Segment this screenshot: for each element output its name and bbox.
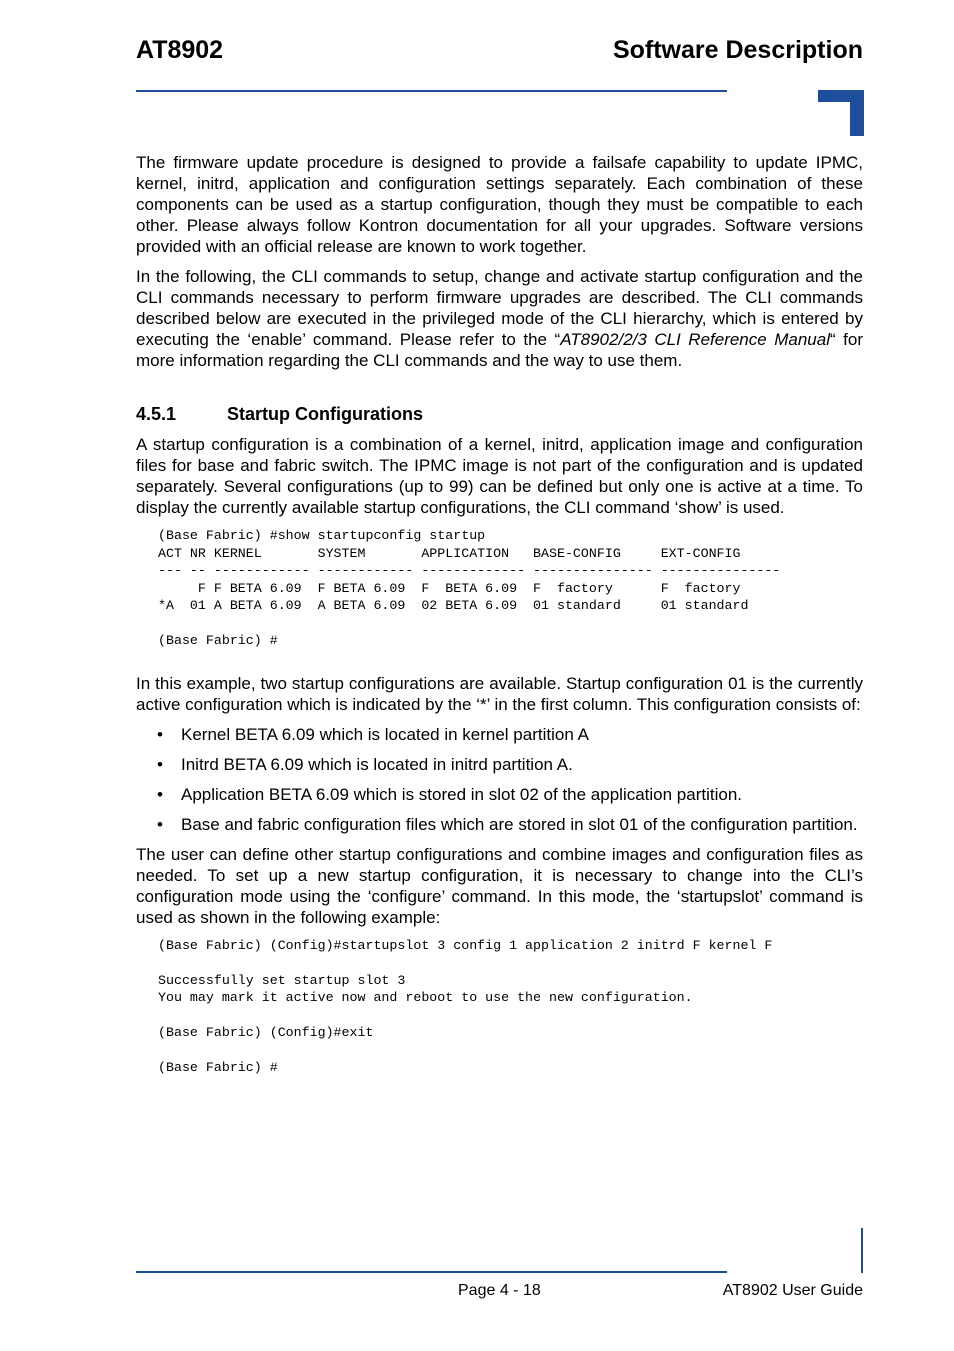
list-item [136,754,863,775]
page-content [136,152,863,1100]
section-paragraph-2: In this example, two startup configurations are available. Startup configuration 01 is the currently active configuration which is indicated by the ‘*’ in the first column. This configuration consists of: [136,673,863,714]
section-title: Startup Configurations [227,404,423,424]
list-item-text: Initrd BETA 6.09 which is located in initrd partition A. [181,754,573,774]
header-corner-mark-vertical [850,90,864,136]
page-number: Page 4 - 18 [458,1282,541,1299]
section-paragraph-3: The user can define other startup configurations and combine images and configuration files as needed. To set up a new startup configuration, it is necessary to change into the CLI’s configuration mode using the ‘configure’ command. In this mode, the ‘startupslot’ command is used as shown in the following example: [136,844,863,927]
intro-p2-text: In the following, the CLI commands to setup, change and activate startup configuration and the CLI commands necessary to perform firmware upgrades are described. The CLI commands described below are executed in the privileged mode of the CLI hierarchy, which is entered by executing the ‘enable’ command. Please refer to the “ [136,267,863,349]
section-paragraph-1: A startup configuration is a combination of a kernel, initrd, application image and configuration files for base and fabric switch. The IPMC image is not part of the configuration and is updated separately. Several configurations (up to 99) can be defined but only one is active at a time. To display the currently available startup configurations, the CLI command ‘show’ is used. [136,435,863,517]
list-item [136,784,863,805]
intro-paragraph-2 [136,266,863,371]
manual-reference: AT8902/2/3 CLI Reference Manual [560,330,830,349]
bullet-icon: • [157,754,163,774]
header-chapter-title: Software Description [612,36,863,64]
footer-corner-mark [861,1228,863,1273]
intro-p2-text-end: “ for more information regarding the CLI commands and the way to use them. [136,330,863,370]
list-item-text: Application BETA 6.09 which is stored in slot 02 of the application partition. [181,784,743,804]
header-rule [136,90,727,92]
header-product-title: AT8902 [136,36,224,64]
section-number: 4.5.1 [136,404,177,424]
section-heading [136,403,863,425]
code-example-startupslot: (Base Fabric) (Config)#startupslot 3 config 1 application 2 initrd F kernel F Successfully set startup slot 3 You may mark it active now and reboot to use the new configuration. (Base Fabric) (Config)#exit (Base Fabric) # [158,937,773,1075]
list-item-text: Kernel BETA 6.09 which is located in kernel partition A [181,724,589,744]
document-name: AT8902 User Guide [722,1282,863,1299]
bullet-icon: • [157,724,163,744]
configuration-component-list [136,724,863,835]
code-example-show-startupconfig: (Base Fabric) #show startupconfig startup ACT NR KERNEL SYSTEM APPLICATION BASE-CONFIG EXT-CONFIG --- -- ------------ ------------ ------------- --------------- --------------- F F BETA 6.09 F BETA 6.09 F BETA 6.09 F factory F factory *A 01 A BETA 6.09 A BETA 6.09 02 BETA 6.09 01 standard 01 standard (Base Fabric) # [158,528,781,648]
list-item [136,724,863,745]
intro-paragraph-1: The firmware update procedure is designed to provide a failsafe capability to update IPMC, kernel, initrd, application and configuration settings separately. Each combination of these components can be used as a startup configuration, though they must be compatible to each other. Please always follow Kontron documentation for all your upgrades. Software versions provided with an official release are known to work together. [136,153,863,256]
bullet-icon: • [157,814,163,834]
footer-rule [136,1271,727,1273]
list-item [136,814,863,835]
bullet-icon: • [157,784,163,804]
list-item-text: Base and fabric configuration files which are stored in slot 01 of the configuration partition. [181,814,858,834]
